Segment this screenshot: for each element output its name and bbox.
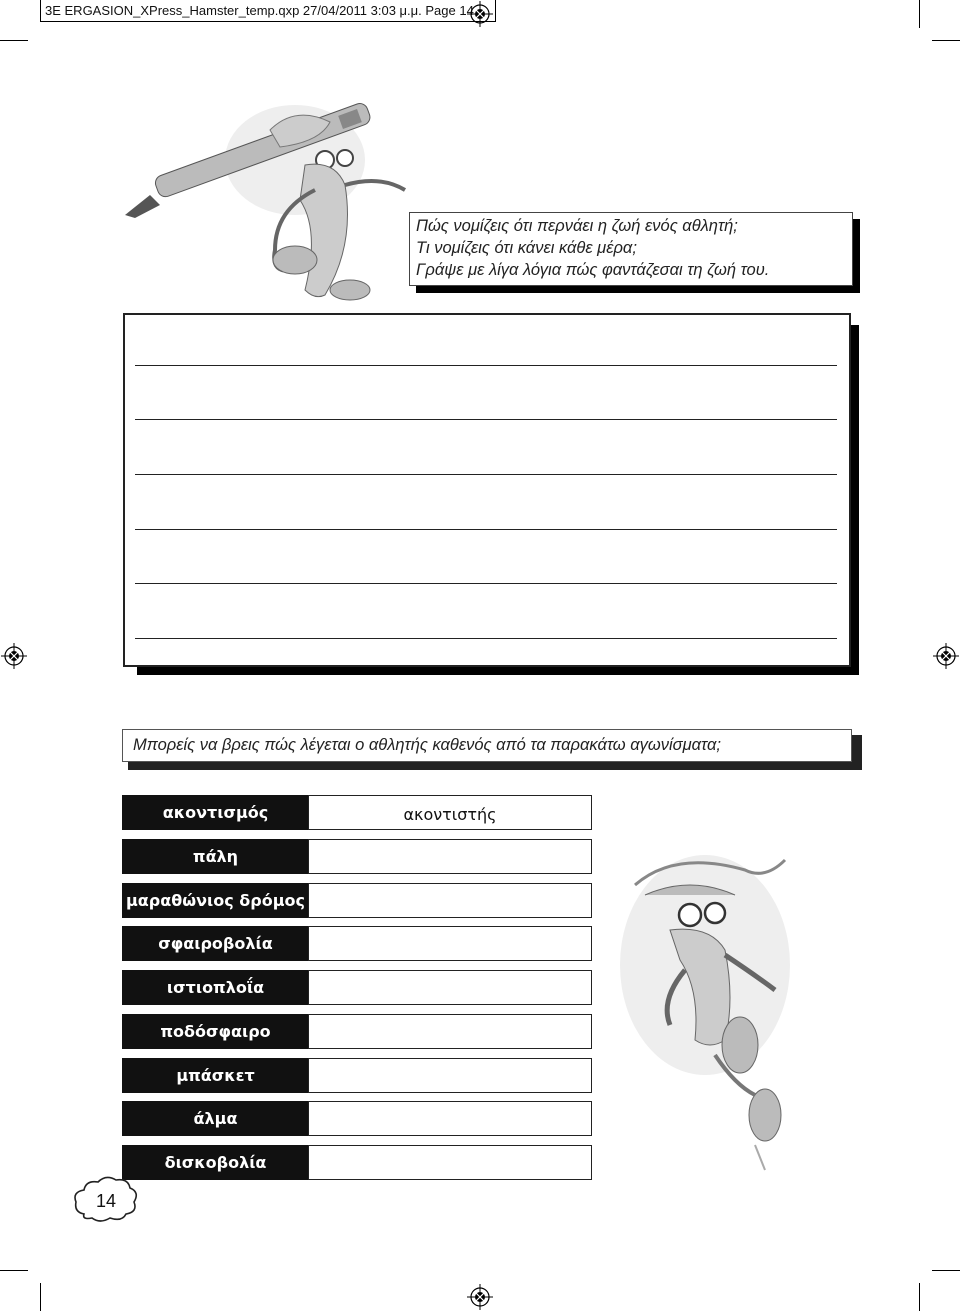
table-row <box>122 839 592 874</box>
registration-mark-icon <box>467 1 493 27</box>
crop-mark <box>932 40 960 41</box>
writing-line[interactable] <box>135 529 837 530</box>
sport-label: ακοντισμός <box>122 795 309 830</box>
writing-box[interactable] <box>123 313 851 667</box>
table-row <box>122 795 592 830</box>
table-row <box>122 1101 592 1136</box>
athlete-answer-field[interactable] <box>308 926 592 961</box>
writing-line[interactable] <box>135 419 837 420</box>
javelin-thrower-mascot-icon <box>120 100 420 310</box>
jumping-mascot-icon <box>615 845 795 1175</box>
athlete-answer-field[interactable] <box>308 1101 592 1136</box>
prompt-box <box>409 212 853 286</box>
print-slug: 3E ERGASION_XPress_Hamster_temp.qxp 27/04/2011 3:03 μ.μ. Page 14 <box>40 0 496 22</box>
table-row <box>122 1058 592 1093</box>
crop-mark <box>40 1283 41 1311</box>
page-number: 14 <box>95 1191 117 1211</box>
table-row <box>122 1014 592 1049</box>
prompt-line: Πώς νομίζεις ότι περνάει η ζωή ενός αθλητή; <box>416 217 738 235</box>
sport-label: πάλη <box>122 839 309 874</box>
athlete-answer-field[interactable] <box>308 883 592 918</box>
table-row <box>122 926 592 961</box>
sport-label: δισκοβολία <box>122 1145 309 1180</box>
athlete-answer-field[interactable]: ακοντιστής <box>308 795 592 830</box>
sport-label: άλμα <box>122 1101 309 1136</box>
writing-line[interactable] <box>135 638 837 639</box>
crop-mark <box>919 0 920 28</box>
crop-mark <box>919 1283 920 1311</box>
athlete-answer-field[interactable] <box>308 1145 592 1180</box>
athlete-answer-field[interactable] <box>308 1058 592 1093</box>
registration-mark-icon <box>467 1284 493 1310</box>
crop-mark <box>932 1270 960 1271</box>
writing-line[interactable] <box>135 365 837 366</box>
prompt-line: Τι νομίζεις ότι κάνει κάθε μέρα; <box>416 239 637 257</box>
registration-mark-icon <box>933 643 959 669</box>
sport-label: ποδόσφαιρο <box>122 1014 309 1049</box>
crop-mark <box>0 1270 28 1271</box>
table-row <box>122 970 592 1005</box>
athlete-answer-field[interactable] <box>308 1014 592 1049</box>
crop-mark <box>0 40 28 41</box>
table-row <box>122 883 592 918</box>
table-row <box>122 1145 592 1180</box>
writing-line[interactable] <box>135 474 837 475</box>
writing-line[interactable] <box>135 583 837 584</box>
prompt-line: Γράψε με λίγα λόγια πώς φαντάζεσαι τη ζωή του. <box>416 261 770 279</box>
athlete-answer-field[interactable] <box>308 839 592 874</box>
athlete-answer-field[interactable] <box>308 970 592 1005</box>
sport-label: σφαιροβολία <box>122 926 309 961</box>
registration-mark-icon <box>1 643 27 669</box>
sport-label: ιστιοπλοΐα <box>122 970 309 1005</box>
sport-label: μπάσκετ <box>122 1058 309 1093</box>
sport-label: μαραθώνιος δρόμος <box>122 883 309 918</box>
question-box: Μπορείς να βρεις πώς λέγεται ο αθλητής καθενός από τα παρακάτω αγωνίσματα; <box>122 729 852 762</box>
